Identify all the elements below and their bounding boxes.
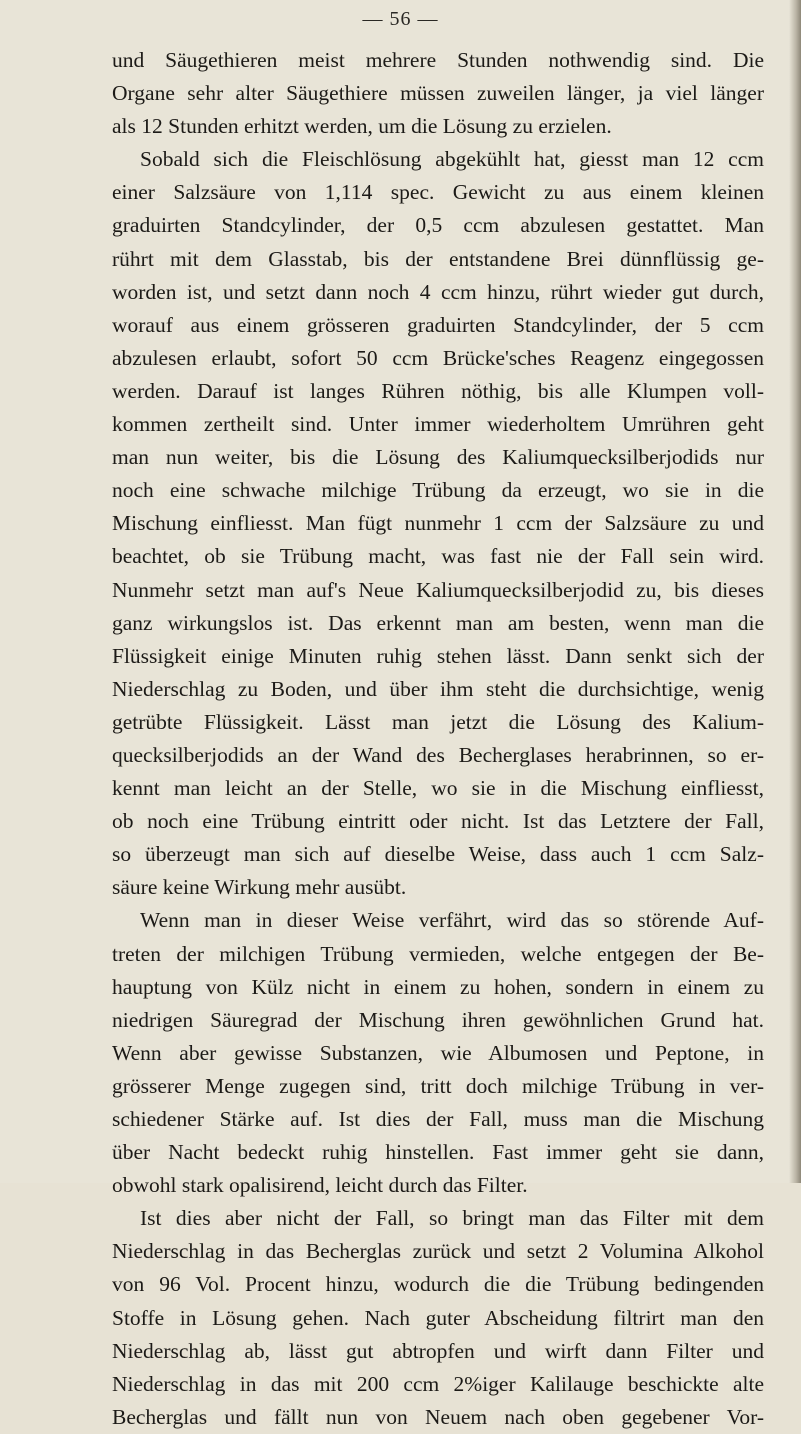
- text-line: Becherglas und fällt nun von Neuem nach oben gegebener Vor-: [112, 1404, 764, 1429]
- text-line: beachtet, ob sie Trübung macht, was fast nie der Fall sein wird.: [112, 544, 764, 569]
- text-line: säure keine Wirkung mehr ausübt.: [112, 875, 407, 900]
- text-line: Niederschlag in das mit 200 ccm 2%iger Kalilauge beschickte alte: [112, 1371, 764, 1396]
- text-line: Wenn aber gewisse Substanzen, wie Albumosen und Peptone, in: [112, 1040, 764, 1065]
- text-line: getrübte Flüssigkeit. Lässt man jetzt die Lösung des Kalium-: [112, 709, 764, 734]
- text-line: treten der milchigen Trübung vermieden, welche entgegen der Be-: [112, 941, 764, 966]
- text-line: Nunmehr setzt man auf's Neue Kaliumquecksilberjodid zu, bis dieses: [112, 577, 764, 602]
- text-line: grösserer Menge zugegen sind, tritt doch milchige Trübung in ver-: [112, 1073, 764, 1098]
- text-line: worauf aus einem grösseren graduirten Standcylinder, der 5 ccm: [112, 312, 764, 337]
- text-line: kennt man leicht an der Stelle, wo sie in die Mischung einfliesst,: [112, 776, 764, 801]
- text-line: so überzeugt man sich auf dieselbe Weise, dass auch 1 ccm Salz-: [112, 842, 764, 867]
- text-line: von 96 Vol. Procent hinzu, wodurch die die Trübung bedingenden: [112, 1272, 764, 1297]
- text-line: Niederschlag ab, lässt gut abtropfen und wirft dann Filter und: [112, 1338, 764, 1363]
- page-edge: [789, 0, 801, 1183]
- text-line: worden ist, und setzt dann noch 4 ccm hinzu, rührt wieder gut durch,: [112, 279, 764, 304]
- text-line: Stoffe in Lösung gehen. Nach guter Abscheidung filtrirt man den: [112, 1305, 764, 1330]
- text-line: einer Salzsäure von 1,114 spec. Gewicht zu aus einem kleinen: [112, 180, 764, 205]
- text-line: rührt mit dem Glasstab, bis der entstandene Brei dünnflüssig ge-: [112, 246, 764, 271]
- text-line: ob noch eine Trübung eintritt oder nicht. Ist das Letztere der Fall,: [112, 809, 764, 834]
- text-line: ganz wirkungslos ist. Das erkennt man am besten, wenn man die: [112, 610, 764, 635]
- text-line: quecksilberjodids an der Wand des Becherglases herabrinnen, so er-: [112, 742, 764, 767]
- text-line: man nun weiter, bis die Lösung des Kaliumquecksilberjodids nur: [112, 445, 764, 470]
- text-line: obwohl stark opalisirend, leicht durch das Filter.: [112, 1173, 528, 1198]
- page-number: — 56 —: [362, 8, 439, 30]
- text-line: über Nacht bedeckt ruhig hinstellen. Fast immer geht sie dann,: [112, 1140, 764, 1165]
- text-line: abzulesen erlaubt, sofort 50 ccm Brücke'sches Reagenz eingegossen: [112, 345, 764, 370]
- text-line: Wenn man in dieser Weise verfährt, wird das so störende Auf-: [140, 908, 764, 933]
- text-line: werden. Darauf ist langes Rühren nöthig, bis alle Klumpen voll-: [112, 378, 764, 403]
- text-line: Flüssigkeit einige Minuten ruhig stehen lässt. Dann senkt sich der: [112, 643, 764, 668]
- text-line: hauptung von Külz nicht in einem zu hohen, sondern in einem zu: [112, 974, 764, 999]
- text-line: Niederschlag in das Becherglas zurück und setzt 2 Volumina Alkohol: [112, 1239, 764, 1264]
- text-line: und Säugethieren meist mehrere Stunden nothwendig sind. Die: [112, 48, 764, 72]
- text-line: Mischung einfliesst. Man fügt nunmehr 1 ccm der Salzsäure zu und: [112, 511, 764, 536]
- text-line: kommen zertheilt sind. Unter immer wiederholtem Umrühren geht: [112, 412, 764, 437]
- text-line: niedrigen Säuregrad der Mischung ihren gewöhnlichen Grund hat.: [112, 1007, 764, 1032]
- text-line: schiedener Stärke auf. Ist dies der Fall, muss man die Mischung: [112, 1107, 764, 1131]
- body-text: [112, 44, 764, 1434]
- text-line: Organe sehr alter Säugethiere müssen zuweilen länger, ja viel länger: [112, 81, 764, 106]
- text-line: noch eine schwache milchige Trübung da erzeugt, wo sie in die: [112, 478, 764, 503]
- text-line: graduirten Standcylinder, der 0,5 ccm abzulesen gestattet. Man: [112, 213, 764, 238]
- text-line: Niederschlag zu Boden, und über ihm steht die durchsichtige, wenig: [112, 676, 764, 701]
- text-line: Sobald sich die Fleischlösung abgekühlt hat, giesst man 12 ccm: [140, 147, 764, 172]
- text-line: Ist dies aber nicht der Fall, so bringt man das Filter mit dem: [140, 1206, 764, 1231]
- text-line: als 12 Stunden erhitzt werden, um die Lösung zu erzielen.: [112, 114, 612, 139]
